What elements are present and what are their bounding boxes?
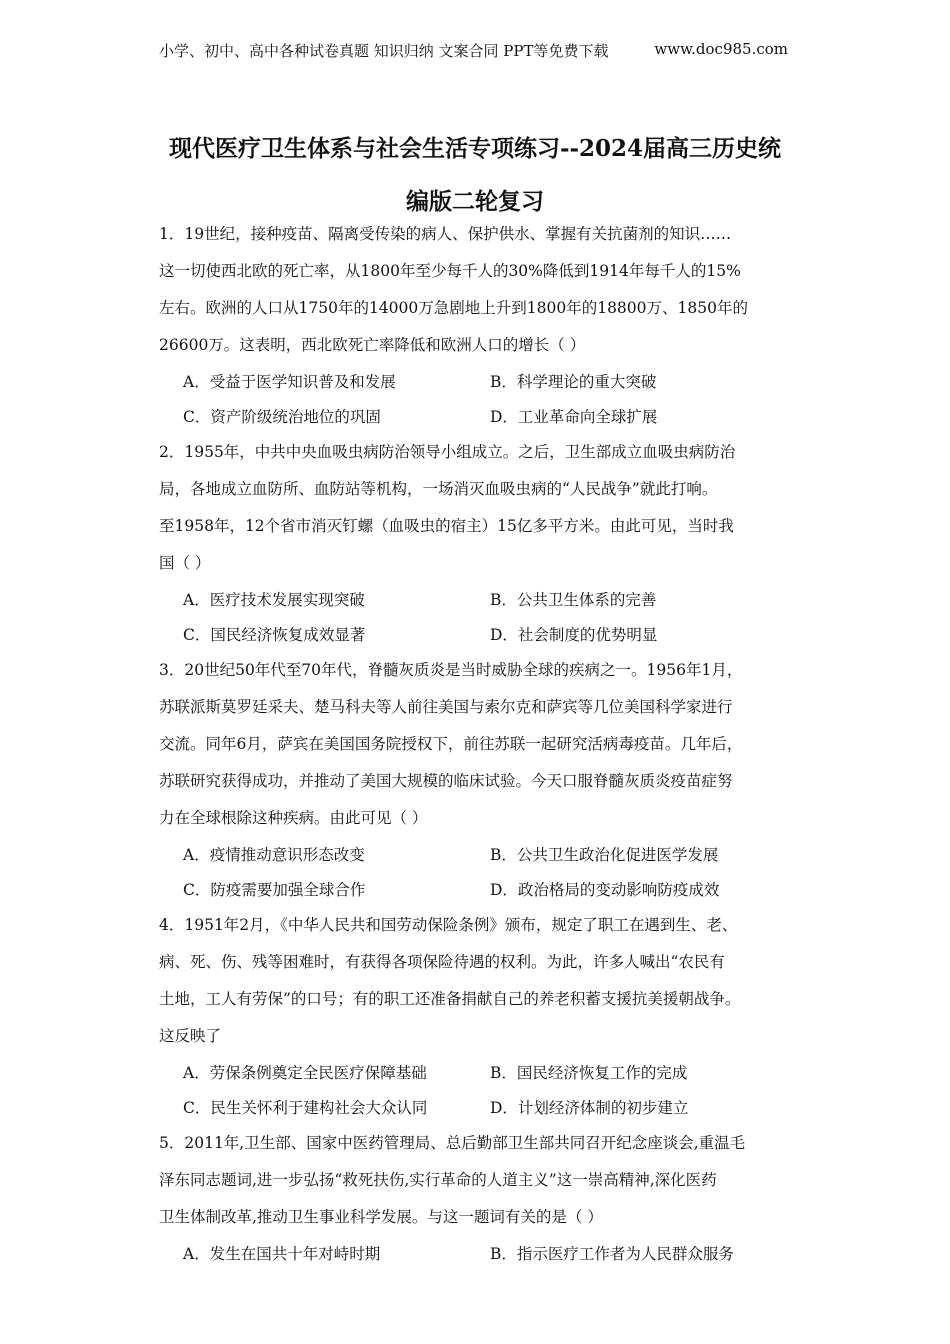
page-header	[159, 40, 788, 61]
question-list	[159, 219, 799, 1274]
question-stem-line: 苏联派斯莫罗廷采夫、楚马科夫等人前往美国与索尔克和萨宾等几位美国科学家进行	[159, 698, 733, 716]
question-stem-line: 这反映了	[159, 1027, 222, 1045]
question-stem-line: 国（ ）	[159, 554, 211, 572]
answer-option: C．国民经济恢复成效显著	[183, 626, 366, 644]
question-1	[159, 219, 799, 437]
header-ad-text: 小学、初中、高中各种试卷真题 知识归纳 文案合同 PPT等免费下载	[159, 42, 609, 60]
answer-option: C．资产阶级统治地位的巩固	[183, 408, 381, 426]
question-stem-line: 左右。欧洲的人口从1750年的14000万急剧地上升到1800年的18800万、1850年的	[159, 299, 748, 317]
question-stem-line: 26600万。这表明，西北欧死亡率降低和欧洲人口的增长（ ）	[159, 336, 586, 354]
option-row	[159, 1058, 799, 1093]
question-stem-line: 力在全球根除这种疾病。由此可见（ ）	[159, 809, 428, 827]
question-4	[159, 910, 799, 1128]
answer-option: D．计划经济体制的初步建立	[490, 1099, 689, 1117]
answer-option: A．医疗技术发展实现突破	[183, 591, 365, 609]
answer-option: D．社会制度的优势明显	[490, 626, 658, 644]
answer-option: B．国民经济恢复工作的完成	[490, 1064, 688, 1082]
question-stem-line: 4．1951年2月，《中华人民共和国劳动保险条例》颁布，规定了职工在遇到生、老、	[159, 916, 738, 934]
answer-option: B．科学理论的重大突破	[490, 373, 657, 391]
question-5	[159, 1128, 799, 1274]
header-website[interactable]: www.doc985.com	[654, 40, 788, 58]
question-stem-line: 3．20世纪50年代至70年代，脊髓灰质炎是当时威胁全球的疾病之一。1956年1月，	[159, 661, 743, 679]
question-stem-line: 至1958年，12个省市消灭钉螺（血吸虫的宿主）15亿多平方米。由此可见，当时我	[159, 517, 734, 535]
page-title-line-2: 编版二轮复习	[406, 188, 544, 215]
question-stem-line: 土地，工人有劳保”的口号；有的职工还准备捐献自己的养老积蓄支援抗美援朝战争。	[159, 990, 741, 1008]
option-row	[159, 585, 799, 620]
option-row	[159, 875, 799, 910]
answer-option: B．公共卫生体系的完善	[490, 591, 657, 609]
answer-option: A．疫情推动意识形态改变	[183, 846, 365, 864]
question-stem-line: 病、死、伤、残等困难时，有获得各项保险待遇的权利。为此，许多人喊出“农民有	[159, 953, 725, 971]
page-title-line-1: 现代医疗卫生体系与社会生活专项练习--2024届高三历史统	[168, 135, 782, 162]
answer-option: A．受益于医学知识普及和发展	[183, 373, 396, 391]
answer-option: D．政治格局的变动影响防疫成效	[490, 881, 720, 899]
answer-option: A．发生在国共十年对峙时期	[183, 1245, 381, 1263]
answer-option: D．工业革命向全球扩展	[490, 408, 658, 426]
option-row	[159, 367, 799, 402]
question-3	[159, 655, 799, 910]
option-row	[159, 840, 799, 875]
question-stem-line: 交流。同年6月，萨宾在美国国务院授权下，前往苏联一起研究活病毒疫苗。几年后，	[159, 735, 743, 753]
answer-option: C．民生关怀利于建构社会大众认同	[183, 1099, 428, 1117]
answer-option: A．劳保条例奠定全民医疗保障基础	[183, 1064, 427, 1082]
question-stem-line: 卫生体制改革,推动卫生事业科学发展。与这一题词有关的是（ ）	[159, 1208, 603, 1226]
question-stem-line: 泽东同志题词,进一步弘扬“救死扶伤,实行革命的人道主义”这一崇高精神,深化医药	[159, 1171, 717, 1189]
answer-option: C．防疫需要加强全球合作	[183, 881, 366, 899]
option-row	[159, 1093, 799, 1128]
question-stem-line: 5．2011年,卫生部、国家中医药管理局、总后勤部卫生部共同召开纪念座谈会,重温毛	[159, 1134, 746, 1152]
answer-option: B．公共卫生政治化促进医学发展	[490, 846, 719, 864]
option-row	[159, 402, 799, 437]
answer-option: B．指示医疗工作者为人民群众服务	[490, 1245, 734, 1263]
option-row	[159, 620, 799, 655]
question-stem-line: 局，各地成立血防所、血防站等机构，一场消灭血吸虫病的“人民战争”就此打响。	[159, 480, 718, 498]
option-row	[159, 1239, 799, 1274]
question-stem-line: 2．1955年，中共中央血吸虫病防治领导小组成立。之后，卫生部成立血吸虫病防治	[159, 443, 736, 461]
question-stem-line: 1．19世纪，接种疫苗、隔离受传染的病人、保护供水、掌握有关抗菌剂的知识……	[159, 225, 732, 243]
question-2	[159, 437, 799, 655]
question-stem-line: 这一切使西北欧的死亡率，从1800年至少每千人的30%降低到1914年每千人的15%	[159, 262, 741, 280]
question-stem-line: 苏联研究获得成功，并推动了美国大规模的临床试验。今天口服脊髓灰质炎疫苗症努	[159, 772, 733, 790]
